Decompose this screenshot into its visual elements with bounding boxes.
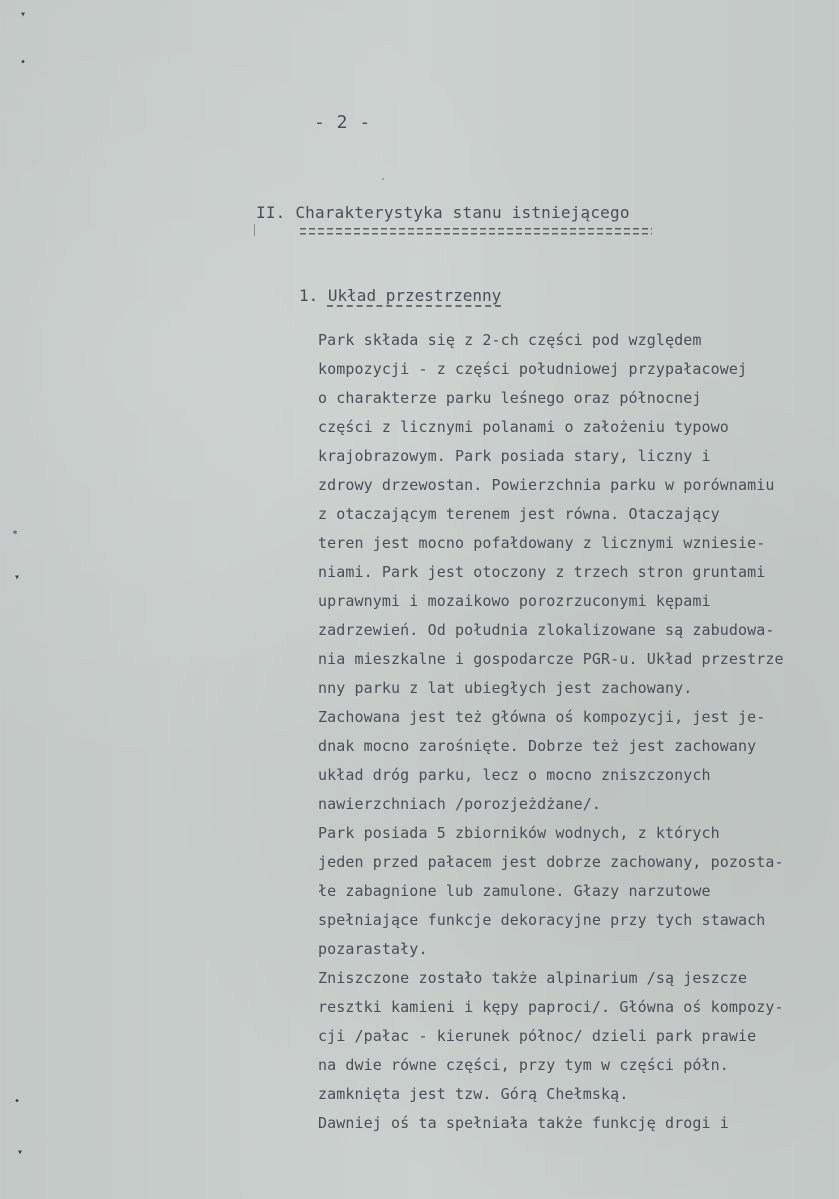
text-line: spełniające funkcje dekoracyjne przy tych stawach — [318, 911, 766, 929]
text-line: Zniszczone zostało także alpinarium /są jeszcze — [318, 969, 748, 987]
text-line: zamknięta jest tzw. Górą Chełmską. — [318, 1085, 629, 1103]
text-line: nawierzchniach /porozjeżdżane/. — [318, 795, 602, 813]
page-number: - 2 - — [314, 112, 371, 133]
margin-mark: • — [20, 57, 27, 68]
text-line: nia mieszkalne i gospodarcze PGR-u. Układ przestrze — [318, 650, 784, 668]
section-title: Charakterystyka stanu istniejącego — [295, 203, 630, 222]
section-number: II. — [256, 203, 286, 222]
text-line: układ dróg parku, lecz o mocno zniszczonych — [318, 766, 711, 784]
text-line: uprawnymi i mozaikowo porozrzuconymi kępami — [318, 592, 711, 610]
subsection-heading — [299, 286, 501, 306]
text-line: Park składa się z 2-ch części pod względem — [318, 331, 702, 349]
text-line: pozarastały. — [318, 940, 428, 958]
margin-paren-mark — [254, 224, 259, 236]
text-line: teren jest mocno pofałdowany z licznymi wzniesie- — [318, 534, 766, 552]
text-line: zadrzewień. Od południa zlokalizowane są zabudowa- — [318, 621, 775, 639]
margin-mark: * — [12, 529, 19, 540]
margin-mark: ▾ — [20, 9, 27, 20]
body-text — [318, 326, 839, 1138]
text-line: nny parku z lat ubiegłych jest zachowany. — [318, 679, 693, 697]
text-line: Dawniej oś ta spełniała także funkcję drogi i — [318, 1114, 729, 1132]
section-heading — [256, 203, 630, 223]
text-line: na dwie równe części, przy tym w części półn. — [318, 1056, 729, 1074]
text-line: niami. Park jest otoczony z trzech stron gruntami — [318, 563, 766, 581]
text-line: krajobrazowym. Park posiada stary, liczny i — [318, 447, 711, 465]
text-line: części z licznymi polanami o założeniu typowo — [318, 418, 729, 436]
text-line: o charakterze parku leśnego oraz północnej — [318, 389, 702, 407]
margin-mark: ▾ — [17, 1147, 24, 1158]
text-line: kompozycji - z części południowej przypałacowej — [318, 360, 748, 378]
stray-dot — [382, 178, 384, 180]
text-line: jeden przed pałacem jest dobrze zachowany, pozosta- — [318, 853, 784, 871]
text-line: zdrowy drzewostan. Powierzchnia parku w porównamiu — [318, 476, 775, 494]
margin-mark: • — [14, 1096, 21, 1107]
subsection-number: 1. — [299, 286, 319, 305]
text-line: łe zabagnione lub zamulone. Głazy narzutowe — [318, 882, 711, 900]
text-line: resztki kamieni i kępy paproci/. Główna oś kompozy- — [318, 998, 784, 1016]
text-line: cji /pałac - kierunek północ/ dzieli park prawie — [318, 1027, 757, 1045]
text-line: z otaczającym terenem jest równa. Otaczający — [318, 505, 720, 523]
text-line: Park posiada 5 zbiorników wodnych, z których — [318, 824, 720, 842]
section-heading-underline — [300, 228, 652, 236]
text-line: Zachowana jest też główna oś kompozycji, jest je- — [318, 708, 766, 726]
subsection-title: Układ przestrzenny — [327, 286, 502, 305]
margin-mark: ▾ — [14, 572, 21, 583]
text-line: dnak mocno zarośnięte. Dobrze też jest zachowany — [318, 737, 757, 755]
